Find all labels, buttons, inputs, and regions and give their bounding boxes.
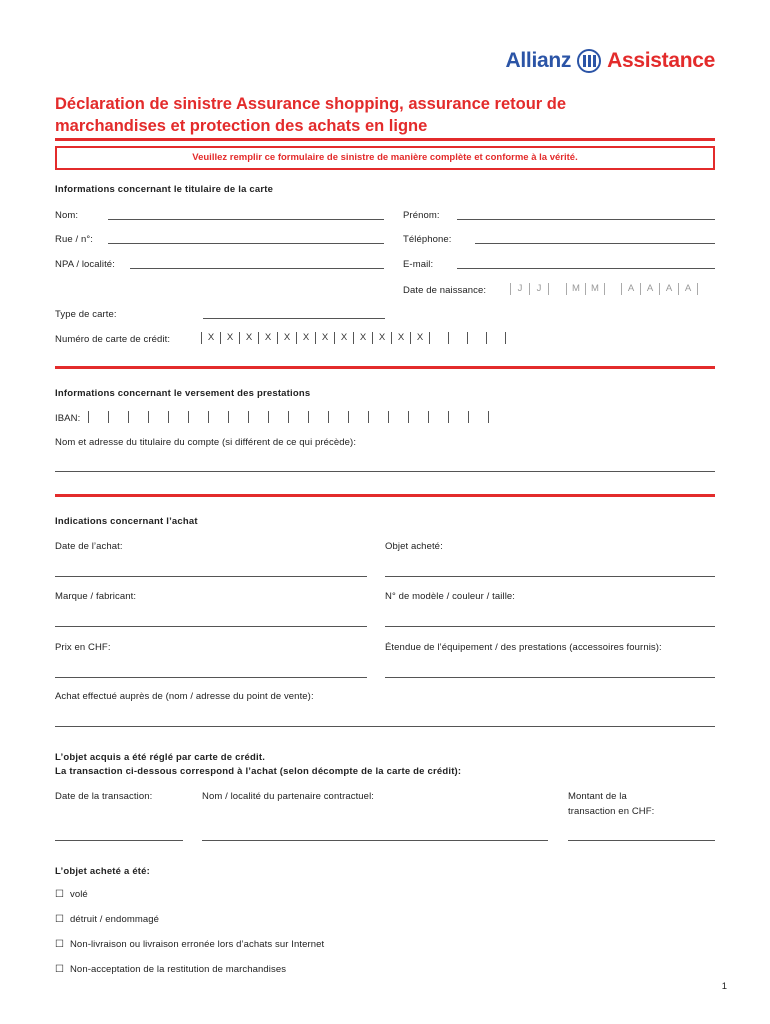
section-purchase-heading: Indications concernant l’achat	[55, 516, 198, 527]
price-label: Prix en CHF:	[55, 642, 111, 653]
checkbox-icon[interactable]: ☐	[55, 964, 64, 975]
partner-field[interactable]	[202, 840, 548, 841]
object-label: Objet acheté:	[385, 541, 443, 552]
option-label: Non-livraison ou livraison erronée lors d’achats sur Internet	[69, 939, 325, 950]
card-digit: X	[220, 332, 239, 344]
allianz-assistance-logo	[506, 46, 715, 76]
option-label: détruit / endommagé	[69, 914, 160, 925]
card-digit: X	[258, 332, 277, 344]
rue-field[interactable]	[108, 243, 384, 244]
checkbox-icon[interactable]: ☐	[55, 889, 64, 900]
telephone-field[interactable]	[475, 243, 715, 244]
card-digit: X	[410, 332, 429, 344]
card-digit: X	[239, 332, 258, 344]
npa-label: NPA / localité:	[55, 259, 115, 270]
card-digit	[448, 332, 467, 344]
transaction-line2: La transaction ci-dessous correspond à l’achat (selon décompte de la carte de crédit):	[55, 766, 462, 777]
checkbox-icon[interactable]: ☐	[55, 914, 64, 925]
option-label: Non-acceptation de la restitution de marchandises	[69, 964, 287, 975]
title-divider	[55, 138, 715, 141]
amount-label-1: Montant de la	[568, 791, 627, 802]
card-digit: X	[315, 332, 334, 344]
purchase-date-label: Date de l’achat:	[55, 541, 123, 552]
shop-field[interactable]	[55, 726, 715, 727]
birth-year-4: A	[678, 283, 697, 295]
shop-label: Achat effectué auprès de (nom / adresse du point de vente):	[55, 691, 314, 702]
email-label: E-mail:	[403, 259, 434, 270]
amount-label-2: transaction en CHF:	[568, 806, 655, 817]
section-divider	[55, 494, 715, 497]
birth-label: Date de naissance:	[403, 285, 487, 296]
section-card-holder-heading: Informations concernant le titulaire de la carte	[55, 184, 274, 195]
npa-field[interactable]	[130, 268, 384, 269]
card-digit: X	[201, 332, 220, 344]
birth-month-2: M	[585, 283, 604, 295]
option-non-acceptance[interactable]	[55, 964, 286, 975]
card-type-label: Type de carte:	[55, 309, 117, 320]
scope-field[interactable]	[385, 677, 715, 678]
account-holder-label: Nom et adresse du titulaire du compte (si différent de ce qui précède):	[55, 437, 357, 448]
prenom-label: Prénom:	[403, 210, 440, 221]
scope-label: Étendue de l’équipement / des prestations (accessoires fournis):	[385, 642, 662, 653]
card-digit: X	[296, 332, 315, 344]
card-number-field[interactable]	[201, 332, 506, 344]
allianz-eagle-icon	[577, 49, 601, 73]
birth-year-2: A	[640, 283, 659, 295]
card-number-label: Numéro de carte de crédit:	[55, 334, 171, 345]
transaction-date-field[interactable]	[55, 840, 183, 841]
email-field[interactable]	[457, 268, 715, 269]
nom-field[interactable]	[108, 219, 384, 220]
birth-day-2: J	[529, 283, 548, 295]
birth-year-field[interactable]	[621, 283, 698, 295]
model-field[interactable]	[385, 626, 715, 627]
option-label: volé	[69, 889, 88, 900]
nom-label: Nom:	[55, 210, 79, 221]
option-stolen[interactable]	[55, 889, 88, 900]
purchase-date-field[interactable]	[55, 576, 367, 577]
brand-allianz: Allianz	[505, 49, 572, 72]
object-field[interactable]	[385, 576, 715, 577]
birth-month-field[interactable]	[566, 283, 605, 295]
page-number: 1	[721, 981, 727, 992]
price-field[interactable]	[55, 677, 367, 678]
brand-field[interactable]	[55, 626, 367, 627]
status-heading: L’objet acheté a été:	[55, 866, 151, 877]
notice-box: Veuillez remplir ce formulaire de sinistre de manière complète et conforme à la vérité.	[55, 146, 715, 170]
card-digit: X	[353, 332, 372, 344]
card-type-field[interactable]	[203, 318, 385, 319]
brand-label: Marque / fabricant:	[55, 591, 137, 602]
birth-year-3: A	[659, 283, 678, 295]
amount-field[interactable]	[568, 840, 715, 841]
telephone-label: Téléphone:	[403, 234, 452, 245]
card-digit: X	[277, 332, 296, 344]
form-title: Déclaration de sinistre Assurance shopping, assurance retour de marchandises et protection des achats en ligne	[55, 95, 567, 135]
account-holder-field[interactable]	[55, 471, 715, 472]
section-divider	[55, 366, 715, 369]
card-digit: X	[372, 332, 391, 344]
birth-year-1: A	[621, 283, 640, 295]
card-digit	[429, 332, 448, 344]
birth-month-1: M	[566, 283, 585, 295]
iban-field[interactable]	[88, 411, 489, 423]
card-digit	[486, 332, 505, 344]
checkbox-icon[interactable]: ☐	[55, 939, 64, 950]
transaction-date-label: Date de la transaction:	[55, 791, 153, 802]
card-digit	[467, 332, 486, 344]
birth-day-field[interactable]	[510, 283, 549, 295]
option-damaged[interactable]	[55, 914, 159, 925]
iban-label: IBAN:	[55, 413, 81, 424]
rue-label: Rue / n°:	[55, 234, 93, 245]
partner-label: Nom / localité du partenaire contractuel:	[202, 791, 375, 802]
transaction-line1: L’objet acquis a été réglé par carte de crédit.	[55, 752, 266, 763]
birth-day-1: J	[510, 283, 529, 295]
prenom-field[interactable]	[457, 219, 715, 220]
model-label: N° de modèle / couleur / taille:	[385, 591, 516, 602]
section-payment-heading: Informations concernant le versement des prestations	[55, 388, 311, 399]
option-non-delivery[interactable]	[55, 939, 324, 950]
brand-assistance: Assistance	[607, 49, 715, 72]
card-digit: X	[334, 332, 353, 344]
card-digit: X	[391, 332, 410, 344]
